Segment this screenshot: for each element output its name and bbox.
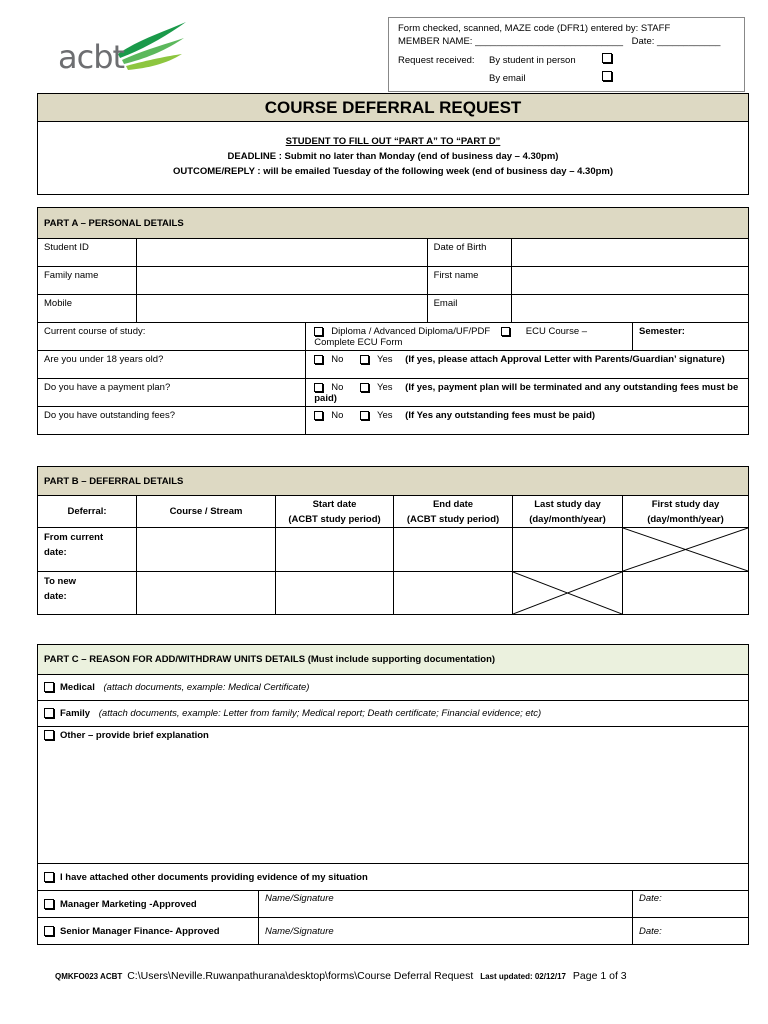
col-end-1: End date bbox=[432, 498, 474, 510]
col-first-1: First study day bbox=[651, 498, 720, 510]
under18-no-label: No bbox=[331, 354, 344, 365]
payment-question: Do you have a payment plan? bbox=[38, 379, 306, 407]
fees-yes-checkbox[interactable] bbox=[360, 411, 369, 420]
row-to-2: date: bbox=[44, 591, 67, 602]
logo-text: acbt bbox=[58, 38, 125, 76]
col-start-1: Start date bbox=[312, 498, 357, 510]
attached-checkbox[interactable] bbox=[44, 872, 54, 882]
to-last-day-crossed bbox=[513, 572, 623, 615]
fees-question: Do you have outstanding fees? bbox=[38, 407, 306, 435]
mgr-finance-signature[interactable] bbox=[259, 918, 633, 945]
semester-label: Semester: bbox=[639, 326, 685, 337]
mgr-finance-checkbox[interactable] bbox=[44, 926, 54, 936]
instruction-outcome: OUTCOME/REPLY : will be emailed Tuesday of the following week (end of business day – 4.30pm) bbox=[172, 166, 614, 177]
footer-updated: Last updated: 02/12/17 bbox=[480, 972, 566, 981]
to-first-day-field[interactable] bbox=[623, 572, 749, 615]
from-first-day-crossed bbox=[623, 528, 749, 572]
footer-page: Page 1 of 3 bbox=[572, 970, 627, 982]
to-course-field[interactable] bbox=[137, 572, 276, 615]
request-received-label: Request received: bbox=[398, 55, 475, 66]
family-checkbox[interactable] bbox=[44, 708, 54, 718]
col-start-2: (ACBT study period) bbox=[288, 513, 381, 525]
by-person-checkbox[interactable] bbox=[602, 53, 612, 63]
footer bbox=[55, 970, 627, 982]
family-name-field[interactable] bbox=[137, 267, 428, 295]
by-email-label: By email bbox=[489, 73, 526, 84]
student-id-field[interactable] bbox=[137, 239, 428, 267]
family-label: Family bbox=[60, 708, 91, 719]
col-end-2: (ACBT study period) bbox=[406, 513, 500, 525]
col-deferral: Deferral: bbox=[38, 496, 137, 528]
mgr-marketing-label: Manager Marketing -Approved bbox=[60, 898, 197, 910]
family-name-label: Family name bbox=[38, 267, 137, 295]
mobile-field[interactable] bbox=[137, 295, 428, 323]
payment-no-checkbox[interactable] bbox=[314, 383, 323, 392]
part-b-table bbox=[37, 466, 749, 615]
instruction-line-1: STUDENT TO FILL OUT “PART A” TO “PART D” bbox=[285, 136, 501, 147]
course-question: Current course of study: bbox=[38, 323, 306, 351]
instruction-deadline: DEADLINE : Submit no later than Monday (end of business day – 4.30pm) bbox=[227, 151, 559, 162]
by-email-checkbox[interactable] bbox=[602, 71, 612, 81]
payment-yes-checkbox[interactable] bbox=[360, 383, 369, 392]
to-start-field[interactable] bbox=[276, 572, 394, 615]
staff-date-label: Date: bbox=[631, 36, 655, 47]
mobile-label: Mobile bbox=[38, 295, 137, 323]
row-from-2: date: bbox=[44, 547, 67, 558]
other-explanation-area[interactable] bbox=[38, 727, 749, 864]
under18-yes-checkbox[interactable] bbox=[360, 355, 369, 364]
col-first-2: (day/month/year) bbox=[647, 513, 724, 525]
first-name-field[interactable] bbox=[511, 267, 748, 295]
row-from-1: From current bbox=[44, 532, 104, 543]
part-a-heading: PART A – PERSONAL DETAILS bbox=[44, 217, 184, 229]
email-label: Email bbox=[427, 295, 511, 323]
row-to-1: To new bbox=[44, 576, 77, 587]
part-b-heading: PART B – DEFERRAL DETAILS bbox=[44, 475, 184, 487]
mgr-marketing-date[interactable] bbox=[633, 891, 749, 918]
dob-field[interactable] bbox=[511, 239, 748, 267]
diploma-checkbox[interactable] bbox=[314, 327, 323, 336]
medical-note: (attach documents, example: Medical Certificate) bbox=[103, 682, 310, 693]
from-last-day-field[interactable] bbox=[513, 528, 623, 572]
attached-label: I have attached other documents providing evidence of my situation bbox=[60, 871, 368, 883]
medical-checkbox[interactable] bbox=[44, 682, 54, 692]
diploma-label: Diploma / Advanced Diploma/UF/PDF bbox=[331, 326, 491, 337]
mgr-marketing-sig-label: Name/Signature bbox=[265, 893, 334, 904]
col-last-1: Last study day bbox=[534, 498, 601, 510]
to-end-field[interactable] bbox=[394, 572, 513, 615]
acbt-logo bbox=[58, 20, 190, 76]
dob-label: Date of Birth bbox=[427, 239, 511, 267]
part-a-table bbox=[37, 207, 749, 435]
staff-use-box bbox=[388, 17, 745, 92]
mgr-finance-date[interactable] bbox=[633, 918, 749, 945]
student-id-label: Student ID bbox=[38, 239, 137, 267]
other-label: Other – provide brief explanation bbox=[60, 730, 209, 741]
title-band bbox=[37, 93, 749, 122]
under18-yes-label: Yes bbox=[377, 354, 393, 365]
payment-note: (If yes, payment plan will be terminated and any outstanding fees must be paid) bbox=[314, 382, 739, 404]
instructions-box bbox=[37, 121, 749, 195]
first-name-label: First name bbox=[427, 267, 511, 295]
footer-code: QMKFO023 ACBT bbox=[55, 972, 123, 981]
from-start-field[interactable] bbox=[276, 528, 394, 572]
staff-line: Form checked, scanned, MAZE code (DFR1) entered by: STAFF bbox=[398, 23, 671, 34]
ecu-label: ECU Course – Complete ECU Form bbox=[314, 326, 588, 348]
mgr-marketing-signature[interactable] bbox=[259, 891, 633, 918]
member-label: MEMBER NAME: bbox=[398, 36, 473, 47]
col-last-2: (day/month/year) bbox=[529, 513, 606, 525]
mgr-finance-date-label: Date: bbox=[639, 925, 662, 937]
under18-no-checkbox[interactable] bbox=[314, 355, 323, 364]
part-c-table bbox=[37, 644, 749, 945]
col-course: Course / Stream bbox=[137, 496, 276, 528]
mgr-marketing-checkbox[interactable] bbox=[44, 899, 54, 909]
mgr-finance-sig-label: Name/Signature bbox=[265, 925, 334, 937]
email-field[interactable] bbox=[511, 295, 748, 323]
other-checkbox[interactable] bbox=[44, 730, 54, 740]
staff-date-blank[interactable]: ____________ bbox=[657, 36, 721, 47]
fees-no-checkbox[interactable] bbox=[314, 411, 323, 420]
fees-note: (If Yes any outstanding fees must be paid) bbox=[405, 410, 596, 421]
mgr-marketing-date-label: Date: bbox=[639, 893, 662, 904]
page-title: COURSE DEFERRAL REQUEST bbox=[264, 98, 522, 117]
member-name-blank[interactable]: ____________________________ bbox=[475, 36, 624, 47]
mgr-finance-label: Senior Manager Finance- Approved bbox=[60, 925, 220, 937]
from-course-field[interactable] bbox=[137, 528, 276, 572]
fees-yes-label: Yes bbox=[377, 410, 393, 421]
part-c-heading: PART C – REASON FOR ADD/WITHDRAW UNITS DETAILS (Must include supporting documentation) bbox=[44, 654, 496, 665]
under18-note: (If yes, please attach Approval Letter with Parents/Guardian’ signature) bbox=[405, 354, 725, 365]
from-end-field[interactable] bbox=[394, 528, 513, 572]
fees-no-label: No bbox=[331, 410, 344, 421]
medical-label: Medical bbox=[60, 682, 95, 693]
payment-yes-label: Yes bbox=[377, 382, 393, 393]
payment-no-label: No bbox=[331, 382, 344, 393]
footer-path: C:\Users\Neville.Ruwanpathurana\desktop\forms\Course Deferral Request bbox=[127, 970, 474, 982]
family-note: (attach documents, example: Letter from family; Medical report; Death certificate; Financial evidence; etc) bbox=[98, 708, 542, 719]
by-person-label: By student in person bbox=[489, 55, 576, 66]
ecu-checkbox[interactable] bbox=[501, 327, 510, 336]
under18-question: Are you under 18 years old? bbox=[38, 351, 306, 379]
